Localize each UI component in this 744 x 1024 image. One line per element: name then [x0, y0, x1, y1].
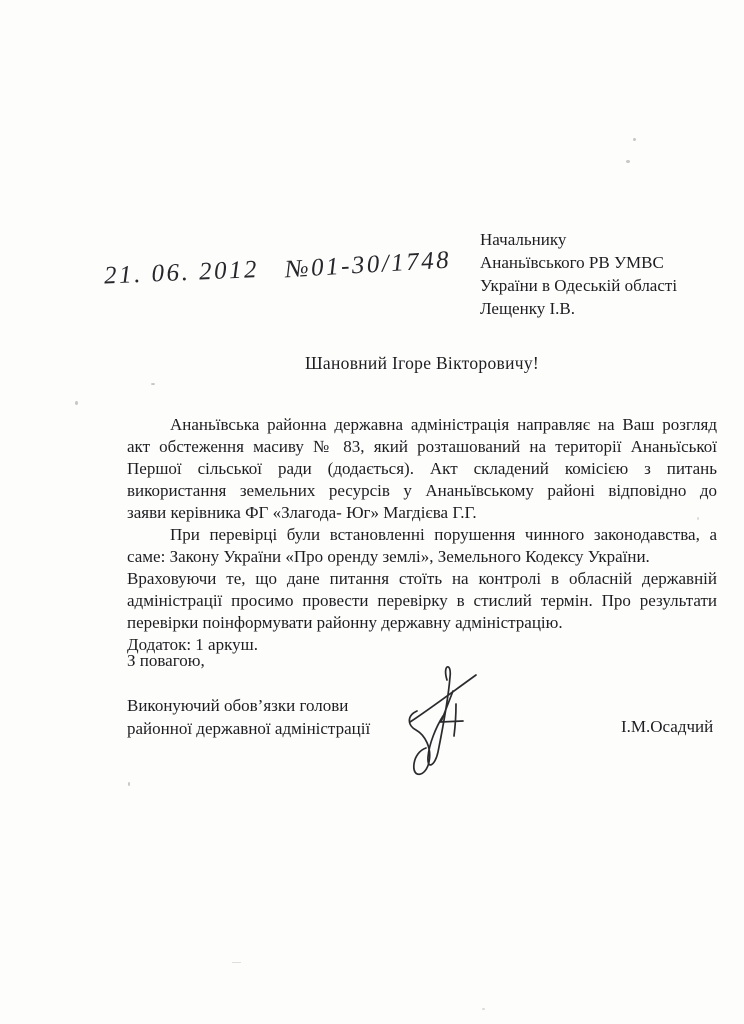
- body-line: акт обстеження масиву № 83, який розташований на території Ананьїської: [127, 437, 717, 456]
- signer-position-line: районної державної адміністрації: [127, 719, 371, 738]
- body-line: використання земельних ресурсів у Ананьївському районі відповідно до: [127, 481, 717, 500]
- body-line: Враховуючи те, що дане питання стоїть на контролі в обласній державній: [127, 569, 717, 588]
- body-line: Ананьївська районна державна адміністрація направляє на Ваш розгляд: [170, 415, 717, 434]
- scan-speck: [128, 782, 130, 786]
- addressee-line-region: України в Одеській області: [480, 276, 678, 295]
- scan-speck: [75, 401, 78, 405]
- closing-phrase: З повагою,: [127, 651, 205, 670]
- signature-scribble-icon: [395, 660, 495, 780]
- body-line: перевірки поінформувати районну державну адміністрацію.: [127, 613, 563, 632]
- body-line-attachment: Додаток: 1 аркуш.: [127, 635, 258, 654]
- handwritten-date: 21. 06. 2012: [103, 256, 260, 290]
- handwritten-ref-number: №01-30/1748: [284, 246, 452, 284]
- handwritten-signature: [395, 660, 495, 780]
- body-line: Першої сільської ради (додається). Акт складений комісією з питань: [127, 459, 717, 478]
- scan-speck: [482, 1008, 485, 1010]
- addressee-line-person: Лещенку І.В.: [480, 299, 575, 318]
- addressee-line-title: Начальнику: [480, 230, 567, 249]
- scan-speck: [151, 383, 155, 385]
- scan-speck: [626, 160, 630, 163]
- handwritten-date-line: [103, 246, 452, 291]
- body-line: саме: Закону України «Про оренду землі», Земельного Кодексу України.: [127, 547, 650, 566]
- salutation: Шановний Ігоре Вікторовичу!: [304, 353, 540, 373]
- signer-position-line: Виконуючий обов’язки голови: [127, 696, 349, 715]
- addressee-block: [480, 228, 720, 320]
- body-line: адміністрації просимо провести перевірку в стислий термін. Про результати: [127, 591, 717, 610]
- letter-body: [127, 414, 717, 656]
- body-line: При перевірці були встановленні порушення чинного законодавства, а: [170, 525, 717, 544]
- scan-speck: [232, 962, 241, 963]
- scan-speck: [633, 138, 636, 141]
- scan-speck: [697, 517, 699, 520]
- signer-name: І.М.Осадчий: [621, 717, 714, 736]
- body-line: заяви керівника ФГ «Злагода- Юг» Магдієва Г.Г.: [127, 503, 477, 522]
- addressee-line-department: Ананьївського РВ УМВС: [480, 253, 664, 272]
